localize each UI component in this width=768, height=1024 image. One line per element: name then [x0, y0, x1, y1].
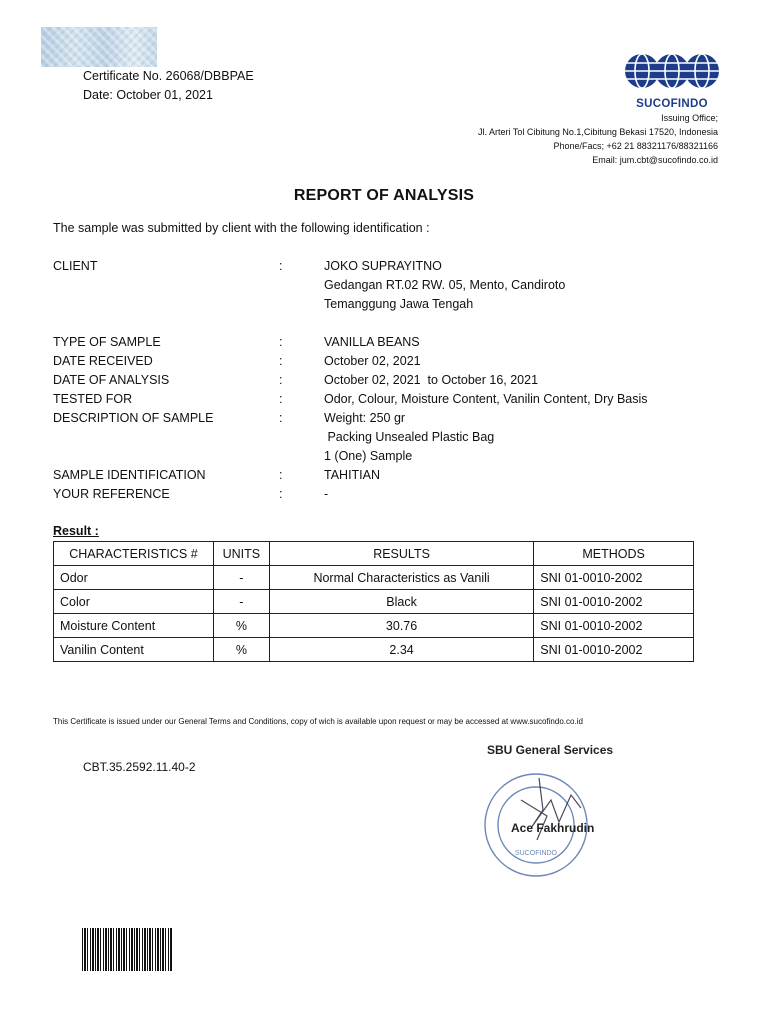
- client-name: JOKO SUPRAYITNO: [324, 259, 442, 273]
- table-row: [54, 638, 694, 662]
- colon: :: [279, 392, 283, 406]
- table-cell: Vanilin Content: [54, 638, 214, 662]
- results-table: [53, 541, 694, 662]
- client-section: [53, 257, 713, 317]
- date-of-analysis-label: DATE OF ANALYSIS: [53, 373, 170, 387]
- date-received-label: DATE RECEIVED: [53, 354, 153, 368]
- logo-text: SUCOFINDO: [636, 98, 708, 110]
- description-label: DESCRIPTION OF SAMPLE: [53, 411, 214, 425]
- table-cell: -: [213, 566, 269, 590]
- table-row: [54, 590, 694, 614]
- type-of-sample-value: VANILLA BEANS: [324, 335, 420, 349]
- hologram-sticker: [41, 27, 157, 67]
- column-header: UNITS: [213, 542, 269, 566]
- table-row: [54, 614, 694, 638]
- colon: :: [279, 411, 283, 425]
- report-title: REPORT OF ANALYSIS: [293, 187, 475, 204]
- stamp-text: SUCOFINDO: [515, 850, 557, 857]
- sample-details: [53, 333, 713, 508]
- table-cell: SNI 01-0010-2002: [534, 566, 694, 590]
- table-cell: SNI 01-0010-2002: [534, 614, 694, 638]
- issuing-phone: Phone/Facs; +62 21 88321176/88321166: [553, 141, 718, 151]
- certificate-number: Certificate No. 26068/DBBPAE: [83, 69, 254, 83]
- sample-identification-value: TAHITIAN: [324, 468, 381, 482]
- table-cell: -: [213, 590, 269, 614]
- column-header: METHODS: [534, 542, 694, 566]
- client-address-line2: Temanggung Jawa Tengah: [324, 297, 474, 311]
- table-cell: Odor: [54, 566, 214, 590]
- table-cell: 2.34: [269, 638, 533, 662]
- type-of-sample-label: TYPE OF SAMPLE: [53, 335, 161, 349]
- your-reference-value: -: [324, 487, 329, 501]
- colon: :: [279, 373, 283, 387]
- client-label: CLIENT: [53, 259, 98, 273]
- column-header: RESULTS: [269, 542, 533, 566]
- certificate-header: [83, 67, 254, 105]
- table-cell: %: [213, 638, 269, 662]
- table-row: [54, 566, 694, 590]
- signatory-name: Ace Fakhrudin: [511, 821, 595, 835]
- colon: :: [279, 468, 283, 482]
- table-header-row: [54, 542, 694, 566]
- table-cell: %: [213, 614, 269, 638]
- date-of-analysis-value: October 02, 2021 to October 16, 2021: [324, 373, 539, 387]
- your-reference-label: YOUR REFERENCE: [53, 487, 170, 501]
- terms-notice: This Certificate is issued under our General Terms and Conditions, copy of wich is available upon request or may be accessed at www.sucofindo.co.id: [53, 717, 583, 726]
- description-quantity: 1 (One) Sample: [324, 449, 413, 463]
- sample-identification-label: SAMPLE IDENTIFICATION: [53, 468, 206, 482]
- tested-for-value: Odor, Colour, Moisture Content, Vanilin Content, Dry Basis: [324, 392, 648, 406]
- colon: :: [279, 259, 283, 273]
- result-label: Result :: [53, 524, 99, 538]
- colon: :: [279, 487, 283, 501]
- sucofindo-logo: [622, 45, 722, 111]
- date-received-value: October 02, 2021: [324, 354, 421, 368]
- table-cell: SNI 01-0010-2002: [534, 638, 694, 662]
- intro-text: The sample was submitted by client with the following identification :: [53, 221, 430, 235]
- table-cell: 30.76: [269, 614, 533, 638]
- tested-for-label: TESTED FOR: [53, 392, 133, 406]
- certificate-date: Date: October 01, 2021: [83, 88, 213, 102]
- client-address-line1: Gedangan RT.02 RW. 05, Mento, Candiroto: [324, 278, 566, 292]
- signatory-unit: SBU General Services: [487, 743, 614, 757]
- issuing-office: [478, 111, 718, 167]
- document-code: CBT.35.2592.11.40-2: [83, 760, 196, 774]
- issuing-email: Email: jum.cbt@sucofindo.co.id: [592, 155, 718, 165]
- table-cell: SNI 01-0010-2002: [534, 590, 694, 614]
- globe-icon: [622, 45, 722, 97]
- colon: :: [279, 335, 283, 349]
- description-weight: Weight: 250 gr: [324, 411, 406, 425]
- table-cell: Color: [54, 590, 214, 614]
- description-packing: Packing Unsealed Plastic Bag: [324, 430, 495, 444]
- column-header: CHARACTERISTICS #: [54, 542, 214, 566]
- issuing-address: Jl. Arteri Tol Cibitung No.1,Cibitung Bekasi 17520, Indonesia: [478, 127, 718, 137]
- table-cell: Normal Characteristics as Vanili: [269, 566, 533, 590]
- colon: :: [279, 354, 283, 368]
- table-cell: Black: [269, 590, 533, 614]
- table-cell: Moisture Content: [54, 614, 214, 638]
- barcode: [82, 928, 172, 971]
- issuing-label: Issuing Office;: [661, 113, 718, 123]
